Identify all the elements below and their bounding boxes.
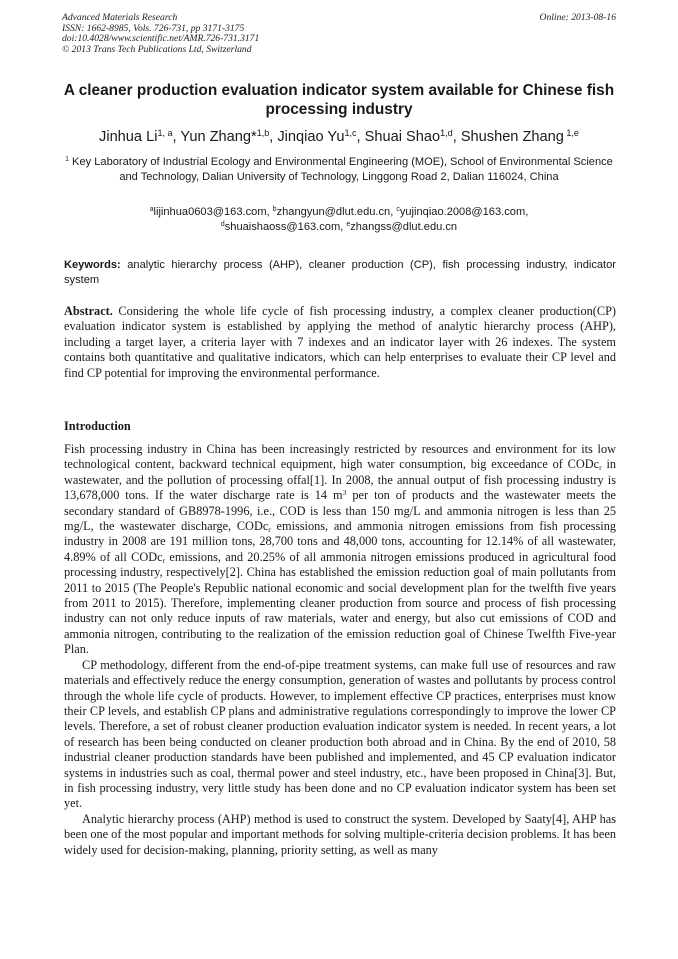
codcr-subscript: r (599, 463, 602, 473)
keywords-text: analytic hierarchy process (AHP), cleaner production (CP), fish processing industry, indicator system (64, 259, 616, 286)
affiliation-mark: 1 (65, 156, 69, 164)
section-heading-introduction: Introduction (64, 419, 131, 433)
paragraph-text: emissions, and 20.25% of all ammonia nitrogen emissions produced in agricultural food processing industry, respectively[2]. China has established the emission reduction goal of main pollutants from 2011 to 2015 (The People's Republic national economic and social development plan for the twelfth five years from 2011 to 2015). Therefore, implementing cleaner production from source and process of fish processing industry can not only reduce inputs of raw materials, water and energy, but also cut emissions of COD and ammonia nitrogen, contributing to the realization of the emission reduction goal of Chinese Twelfth Five-year Plan. (64, 549, 616, 657)
author-affil-mark: 1, a (157, 128, 173, 139)
affiliation-text: Key Laboratory of Industrial Ecology and Environmental Engineering (MOE), School of Environmental Science and Technology, Dalian University of Technology, Linggong Road 2, Dalian 116024, China (72, 156, 613, 183)
codcr-subscript: r (162, 555, 166, 565)
journal-name: Advanced Materials Research (62, 12, 178, 23)
journal-issn: ISSN: 1662-8985, Vols. 726-731, pp 3171-3175 (62, 22, 245, 34)
email-address: yujinqiao.2008@163.com (399, 206, 526, 218)
email-mark: e (346, 221, 351, 229)
email-mark: a (149, 206, 154, 214)
email-address: shuaishaoss@163.com (224, 221, 341, 233)
paragraph: CP methodology, different from the end-of-pipe treatment systems, can make full use of resources and raw materials and effectively reduce the energy consumption, generation of wastes and pollutants by process control through the whole life cycle of products. However, to implement effective CP practices, enterprises must know their CP levels, and establish CP plans and administrative regulations correspondingly to improve the lower CP levels. Therefore, a set of robust cleaner production evaluation indicator system is needed. In recent years, a lot of research has been being conducted on cleaner production both abroad and in China. By the end of 2010, 58 industrial cleaner production standards have been published and implemented, and 45 CP evaluation indicator systems in industries such as coal, thermal power and steel industry, etc., have been proposed in China[3]. But, in fish processing industry, very little study has been done and no CP evaluation indicator system has been set yet. (64, 657, 616, 811)
paragraph (64, 442, 616, 658)
email-mark: b (272, 206, 277, 214)
author-affil-mark: 1,d (440, 128, 453, 139)
email-list: $^a$lijinhua0603@163.com, $^b$zhangyun@dlut.edu.cn, $^c$yujinqiao.2008@163.com, $^d$shuaishaoss@163.com, $^e$zhangss@dlut.edu.cn (149, 206, 529, 233)
unit-superscript: 3 (342, 488, 347, 498)
email-address: lijinhua0603@163.com (153, 206, 267, 218)
journal-copyright: © 2013 Trans Tech Publications Ltd, Switzerland (62, 43, 252, 55)
paragraph: Analytic hierarchy process (AHP) method is used to construct the system. Developed by Saaty[4], AHP has been one of the most popular and important methods for solving multiple-criteria decision problems. It has been widely used for decision-making, planning, priority setting, as well as many (64, 811, 616, 857)
author-name: Shushen Zhang (460, 129, 564, 145)
introduction-body (64, 442, 616, 858)
author-name: Jinqiao Yu (277, 129, 345, 145)
codcr-term (131, 550, 165, 564)
abstract-text: Considering the whole life cycle of fish processing industry, a complex cleaner production(CP) evaluation indicator system is established by applying the method of analytic hierarchy process (AHP), including a target layer, a criteria layer with 7 indexes and an indicator layer with 26 indexes. The system contains both quantitative and qualitative indicators, which can help enterprises to evaluate their CP level and find CP potential for improving the environmental performance. (64, 304, 616, 380)
author-list: Jinhua Li$^{1, a}$, Yun Zhang*$^{1,b}$, Jinqiao Yu$^{1,c}$, Shuai Shao$^{1,d}$, Shushen Zhang $^{1,e}$ (99, 128, 579, 145)
email-address: zhangss@dlut.edu.cn (350, 221, 458, 233)
paragraph-text: per ton of products and the wastewater meets the secondary standard of GB8978-1996, i.e., COD is less than 150 mg/L and ammonia nitrogen is less than 25 mg/L, the wastewater discharge, (64, 488, 617, 534)
email-address: zhangyun@dlut.edu.cn (276, 206, 391, 218)
codcr-base: CODc (236, 519, 269, 534)
affiliation (58, 155, 620, 185)
author-affil-mark: 1,b (256, 128, 270, 139)
abstract-label: Abstract. (64, 304, 113, 318)
paper-title: A cleaner production evaluation indicator system available for Chinese fish processing industry (63, 82, 615, 118)
abstract (64, 304, 616, 381)
keywords-label: Keywords: (64, 259, 121, 271)
author-affil-mark: 1,e (563, 128, 579, 139)
codcr-term (568, 457, 602, 471)
author-name: Jinhua Li (99, 129, 158, 145)
codcr-term (237, 519, 271, 533)
email-mark: d (220, 221, 225, 229)
journal-doi: doi:10.4028/www.scientific.net/AMR.726-731.3171 (62, 33, 260, 45)
journal-header (62, 13, 616, 55)
author-name: Shuai Shao (364, 129, 441, 145)
codcr-subscript: r (268, 524, 271, 534)
keywords (64, 258, 616, 288)
online-date: Online: 2013-08-16 (539, 12, 616, 23)
codcr-base: CODc (131, 549, 163, 564)
author-name: Yun Zhang* (180, 129, 257, 145)
paragraph-text: emissions, and ammonia nitrogen emissions from fish processing industry in 2008 are 191 million tons, 28,700 tons and 48,000 tons, accounting for 12.14% of all wastewater, 4.89% of all (64, 519, 617, 564)
codcr-base: CODc (567, 457, 600, 472)
author-affil-mark: 1,c (344, 128, 357, 139)
paragraph-text: in wastewater, and the pollution of processing offal[1]. In 2008, the annual output of fish processing industry is 13,678,000 tons. If the water discharge rate is 14 m (64, 457, 617, 503)
paragraph-text: Fish processing industry in China has been increasingly restricted by resources and environment for its low technological content, backward technical equipment, high water consumption, big exceedance of (64, 442, 616, 472)
email-mark: c (396, 206, 400, 214)
